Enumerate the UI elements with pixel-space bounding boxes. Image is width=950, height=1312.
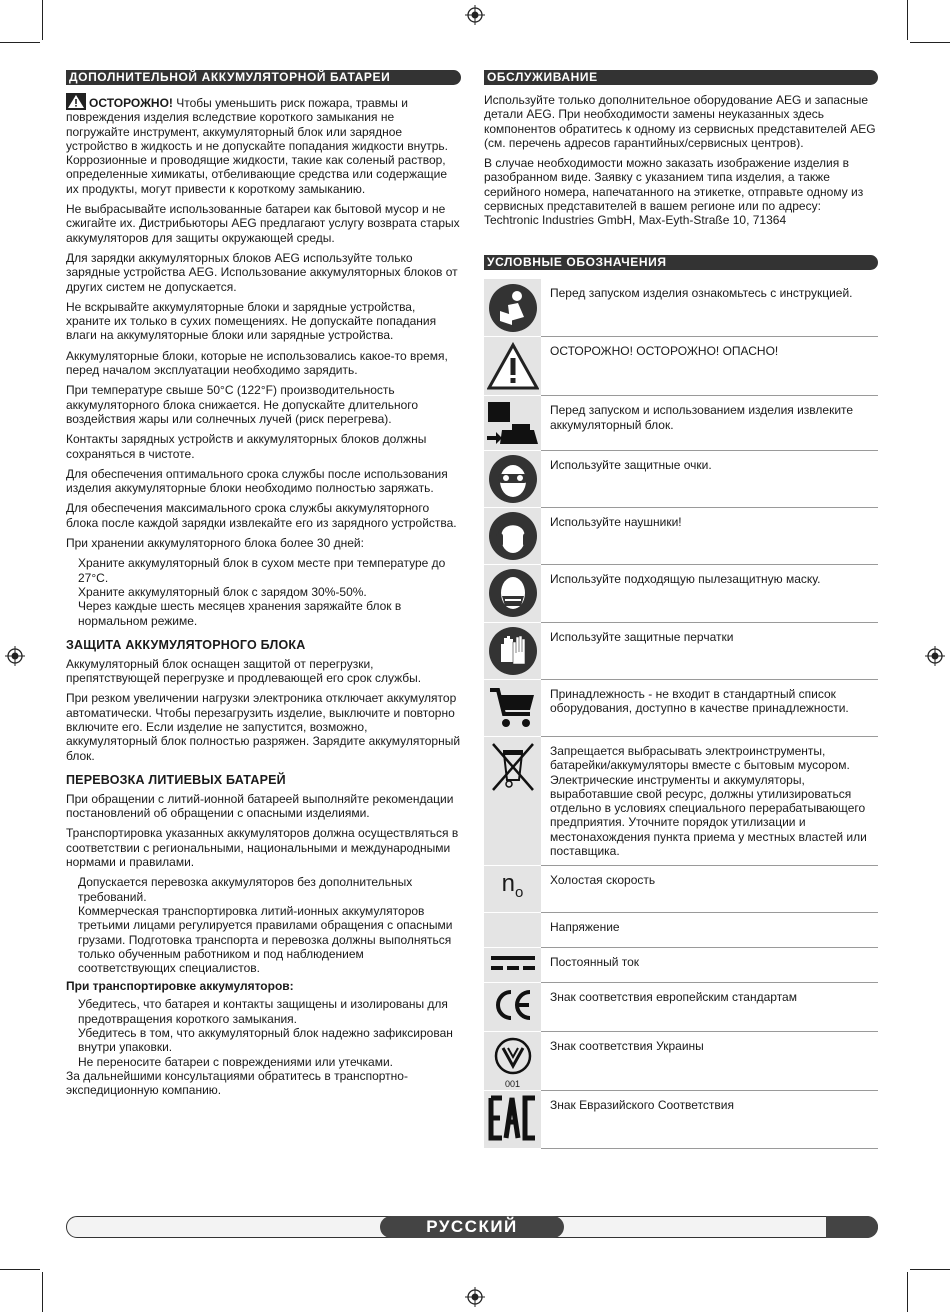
- symbol-description: Холостая скорость: [541, 865, 878, 912]
- table-row: [484, 736, 878, 865]
- paragraph: За дальнейшими консультациями обратитесь в транспортно-экспедиционную компанию.: [66, 1068, 408, 1098]
- symbol-description: Знак соответствия Украины: [541, 1031, 878, 1090]
- symbol-description: Используйте защитные очки.: [541, 450, 878, 507]
- ear-protection-icon: [488, 511, 538, 561]
- crop-mark: [910, 42, 950, 43]
- registration-mark-icon: [465, 1287, 485, 1307]
- paragraph: Для зарядки аккумуляторных блоков AEG используйте только зарядные устройства AEG. Использование аккумуляторных блоков от других систем не допускается.: [66, 250, 458, 294]
- ukraine-mark-code: 001: [504, 1079, 521, 1090]
- crop-mark: [0, 1269, 40, 1270]
- list-item: Через каждые шесть месяцев хранения заряжайте блок в нормальном режиме.: [78, 599, 402, 628]
- list-item: Убедитесь в том, что аккумуляторный блок надежно зафиксирован внутри упаковки.: [78, 1026, 453, 1055]
- paragraph: Для обеспечения максимального срока службы аккумуляторного блока после каждой зарядки извлекайте его из зарядного устройства.: [66, 501, 457, 530]
- table-row: [484, 947, 878, 982]
- safety-goggles-icon: [488, 454, 538, 504]
- left-column: [66, 70, 461, 1104]
- gloves-icon: [488, 626, 538, 676]
- paragraph: Используйте только дополнительное оборудование AEG и запасные детали AEG. При необходимости замены неуказанных здесь компонентов обратитесь к одному из сервисных представителей AEG (см. перечень адресов гарантийных/сервисных центров).: [484, 93, 876, 150]
- symbol-description: Принадлежность - не входит в стандартный список оборудования, доступно в качестве принадлежности.: [541, 679, 878, 736]
- list-item: Коммерческая транспортировка литий-ионных аккумуляторов третьими лицами регулируется правилами обращения с опасными грузами. Подготовка транспорта и перевозка должны выполняться только обученным работником и под наблюдением соответствующих специалистов.: [78, 903, 453, 976]
- subheading-battery-protection: ЗАЩИТА АККУМУЛЯТОРНОГО БЛОКА: [66, 637, 306, 652]
- subheading-lithium-transport: ПЕРЕВОЗКА ЛИТИЕВЫХ БАТАРЕЙ: [66, 772, 286, 787]
- subheading-transport-checks: При транспортировке аккумуляторов:: [66, 979, 294, 994]
- list-item: Допускается перевозка аккумуляторов без дополнительных требований.: [78, 875, 413, 904]
- symbol-description: Запрещается выбрасывать электроинструменты, батарейки/аккумуляторы вместе с бытовым мусором. Электрические инструменты и аккумуляторы, выработавшие свой ресурс, должны утилизироваться отдельно в условиях специального перерабатывающего предприятия. Уточните порядок утилизации и местонахождения пункта приема у местных властей или поставщика.: [541, 736, 878, 865]
- list-item: Храните аккумуляторный блок с зарядом 30%-50%.: [78, 584, 367, 599]
- symbol-description: Используйте наушники!: [541, 508, 878, 565]
- crop-mark: [910, 1269, 950, 1270]
- table-row: [484, 396, 878, 450]
- symbol-description: Перед запуском изделия ознакомьтесь с инструкцией.: [541, 279, 878, 337]
- registration-mark-icon: [5, 646, 25, 666]
- symbol-description: Используйте защитные перчатки: [541, 622, 878, 679]
- paragraph: При обращении с литий-ионной батареей выполняйте рекомендации постановлений об обращении с опасными изделиями.: [66, 791, 454, 821]
- table-row: [484, 1031, 878, 1090]
- warning-text: Чтобы уменьшить риск пожара, травмы и повреждения изделия вследствие короткого замыкания не погружайте инструмент, аккумуляторный блок или зарядное устройство в жидкость и не допускайте попадания жидкости внутрь. Коррозионные и проводящие жидкости, такие как соленый раствор, определенные химикаты, отбеливающие средства или содержащие их продукты, могут привести к короткому замыканию.: [66, 96, 448, 196]
- symbol-description: Используйте подходящую пылезащитную маску.: [541, 565, 878, 622]
- warning-triangle-icon: [487, 342, 539, 392]
- crop-mark: [0, 42, 40, 43]
- crop-mark: [42, 1272, 43, 1312]
- section-heading-maintenance: ОБСЛУЖИВАНИЕ: [484, 70, 878, 85]
- voltage-icon: [484, 912, 541, 947]
- paragraph: При хранении аккумуляторного блока более 30 дней:: [66, 536, 364, 551]
- symbol-description: Знак Евразийского Соответствия: [541, 1090, 878, 1148]
- paragraph: Не выбрасывайте использованные батареи как бытовой мусор и не сжигайте их. Дистрибьюторы AEG предлагают услугу возврата старых аккумуляторов для защиты окружающей среды.: [66, 202, 460, 245]
- paragraph: Контакты зарядных устройств и аккумуляторных блоков должны сохраняться в чистоте.: [66, 432, 427, 461]
- warning-paragraph: [66, 93, 461, 196]
- right-column: [484, 70, 878, 1149]
- remove-battery-icon: [486, 400, 540, 446]
- paragraph: При температуре свыше 50°C (122°F) производительность аккумуляторного блока снижается. Не допускайте длительного воздействия жары или солнечных лучей (риск перегрева).: [66, 383, 419, 426]
- table-row: [484, 865, 878, 912]
- paragraph: В случае необходимости можно заказать изображение изделия в разобранном виде. Заявку с указанием типа изделия, а также серийного номера, напечатанного на этикетке, отправьте одному из сервисных представителей в вашем регионе или по адресу: Techtronic Industries GmbH, Max-Eyth-Straße 10, 71364: [484, 156, 864, 228]
- table-row: [484, 450, 878, 507]
- registration-mark-icon: [925, 646, 945, 666]
- paragraph: Аккумуляторный блок оснащен защитой от перегрузки, препятствующей перегрузке и продлевающей его срок службы.: [66, 656, 422, 686]
- section-heading-symbols: УСЛОВНЫЕ ОБОЗНАЧЕНИЯ: [484, 255, 878, 270]
- table-row: [484, 565, 878, 622]
- ukraine-mark-icon: [493, 1036, 533, 1076]
- registration-mark-icon: [465, 5, 485, 25]
- language-label: РУССКИЙ: [380, 1216, 564, 1238]
- table-row: [484, 622, 878, 679]
- table-row: [484, 508, 878, 565]
- crossed-bin-icon: [489, 740, 537, 794]
- paragraph: Транспортировка указанных аккумуляторов должна осуществляться в соответствии с региональными, национальными и международными нормами и правилами.: [66, 826, 459, 870]
- table-row: [484, 679, 878, 736]
- ce-mark-icon: [493, 988, 533, 1022]
- warning-label: ОСТОРОЖНО!: [89, 96, 173, 110]
- table-row: [484, 279, 878, 337]
- crop-mark: [907, 1272, 908, 1312]
- list-item: Храните аккумуляторный блок в сухом месте при температуре до 27°C.: [78, 556, 446, 585]
- table-row: [484, 1090, 878, 1148]
- symbol-description: Перед запуском и использованием изделия извлеките аккумуляторный блок.: [541, 396, 878, 450]
- paragraph: Не вскрывайте аккумуляторные блоки и зарядные устройства, храните их только в сухих помещениях. Не допускайте попадания влаги на аккумуляторные блоки или зарядные устройства.: [66, 299, 437, 343]
- table-row: [484, 337, 878, 396]
- symbol-description: Знак соответствия европейским стандартам: [541, 982, 878, 1031]
- paragraph: Аккумуляторные блоки, которые не использовались какое-то время, перед началом эксплуатации необходимо зарядить.: [66, 348, 448, 378]
- footer-end-cap: [826, 1216, 878, 1238]
- symbol-description: Напряжение: [541, 912, 878, 947]
- eac-mark-icon: [488, 1094, 538, 1142]
- table-row: [484, 912, 878, 947]
- direct-current-icon: [489, 953, 537, 973]
- read-manual-icon: [488, 283, 538, 333]
- table-row: [484, 982, 878, 1031]
- no-load-speed-icon: $n_o$: [501, 870, 524, 902]
- crop-mark: [907, 0, 908, 40]
- crop-mark: [42, 0, 43, 40]
- symbol-description: Постоянный ток: [541, 947, 878, 982]
- list-item: Убедитесь, что батарея и контакты защищены и изолированы для предотвращения короткого замыкания.: [78, 997, 448, 1026]
- paragraph: Для обеспечения оптимального срока службы после использования изделия аккумуляторные блоки необходимо полностью заряжать.: [66, 466, 448, 496]
- symbols-table: [484, 279, 878, 1149]
- dust-mask-icon: [488, 568, 538, 618]
- paragraph: При резком увеличении нагрузки электроника отключает аккумулятор автоматически. Чтобы перезагрузить изделие, выключите и повторно включите его. Если изделие не запустится, возможно, аккумуляторный блок полностью разряжен. Зарядите аккумуляторный блок.: [66, 691, 461, 763]
- warning-triangle-icon: [66, 93, 86, 110]
- list-item: Не переносите батареи с повреждениями или утечками.: [78, 1054, 394, 1069]
- shopping-cart-icon: [488, 684, 538, 732]
- page-footer: [66, 1216, 878, 1238]
- section-heading-battery: ДОПОЛНИТЕЛЬНОЙ АККУМУЛЯТОРНОЙ БАТАРЕИ: [66, 70, 461, 85]
- symbol-description: ОСТОРОЖНО! ОСТОРОЖНО! ОПАСНО!: [541, 337, 878, 396]
